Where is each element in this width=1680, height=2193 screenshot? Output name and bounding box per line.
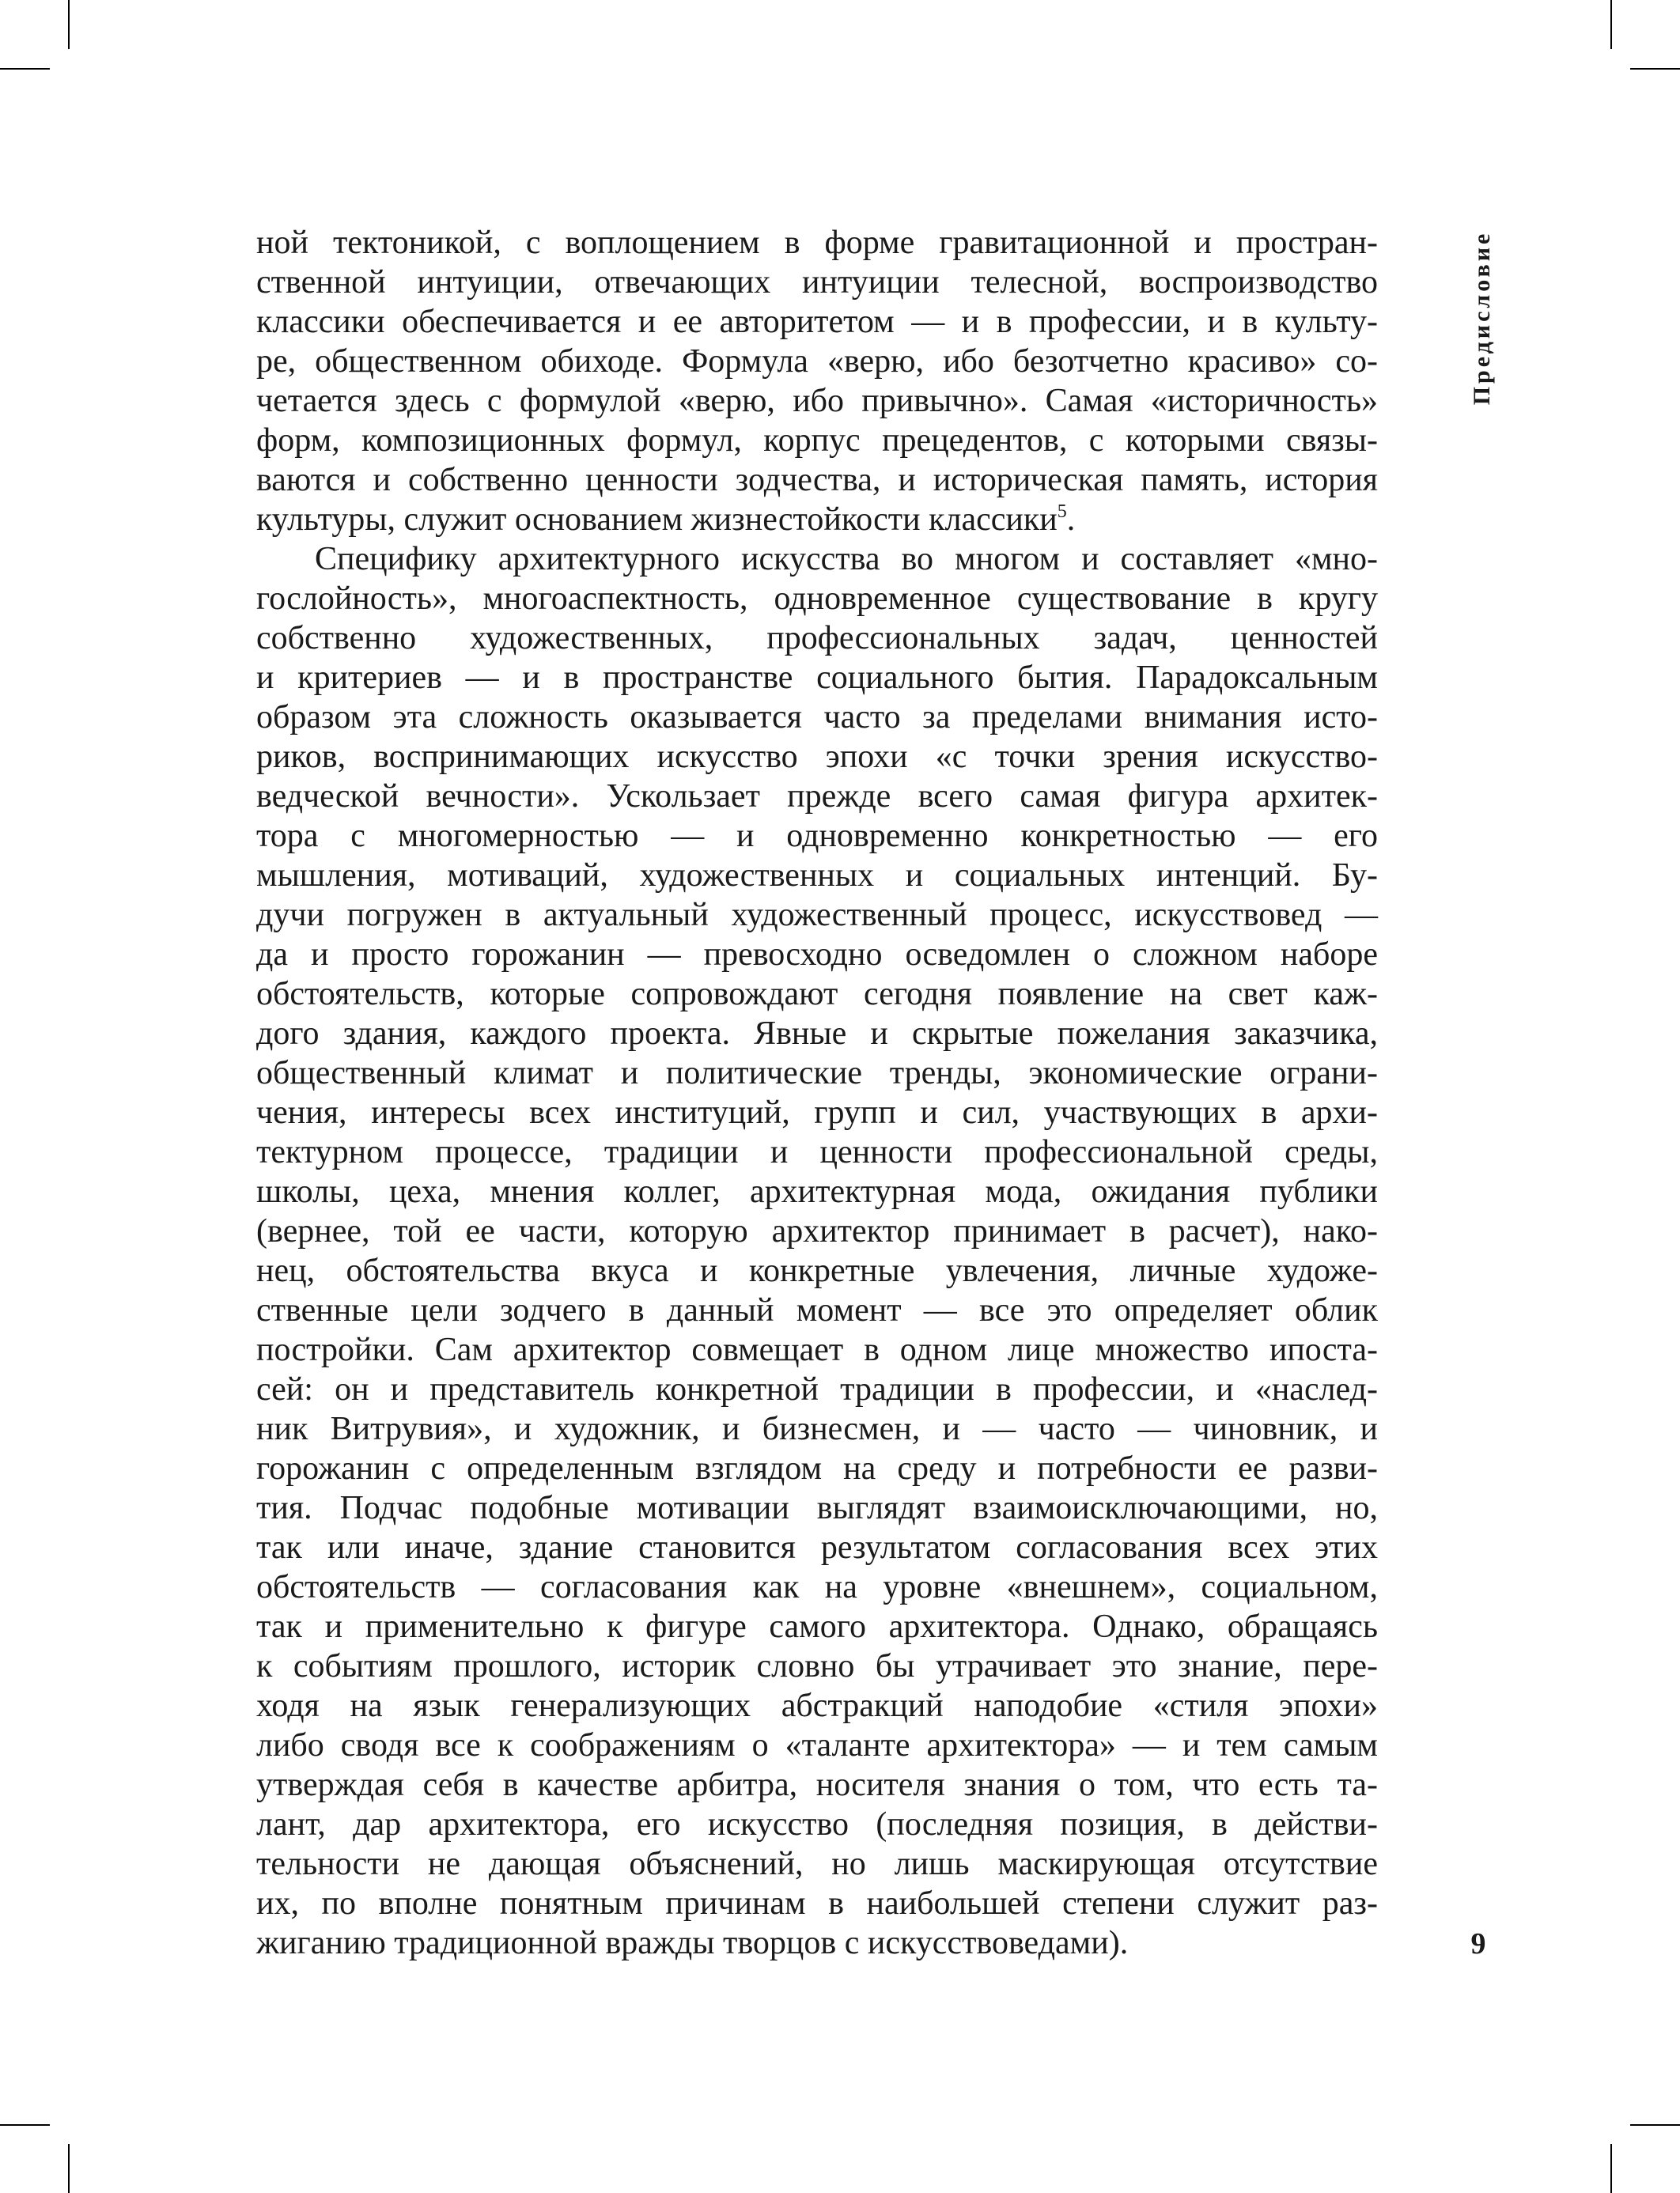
text-line-content: ной тектоникой, с воплощением в форме гравитационной и простран-: [256, 225, 1378, 261]
text-line: [256, 1409, 1378, 1449]
text-line-content: ведческой вечности». Ускользает прежде всего самая фигура архитек-: [256, 778, 1378, 815]
text-line: [256, 974, 1378, 1014]
text-line: [256, 1923, 1378, 1963]
text-line-content: риков, воспринимающих искусство эпохи «с точки зрения искусство-: [256, 739, 1378, 775]
text-line-content: ре, общественном обиходе. Формула «верю, ибо безотчетно красиво» со-: [256, 343, 1378, 380]
text-line: [256, 658, 1378, 698]
text-line: [256, 342, 1378, 381]
paragraph: [256, 223, 1378, 539]
text-line-content: классики обеспечивается и ее авторитетом — и в профессии, и в культу-: [256, 304, 1378, 340]
text-line: [256, 381, 1378, 421]
text-line-content: обстоятельств, которые сопровождают сегодня появление на свет каж-: [256, 976, 1378, 1012]
text-line: [256, 1449, 1378, 1488]
text-line-content: ваются и собственно ценности зодчества, и историческая память, история: [256, 462, 1378, 498]
text-line: [256, 460, 1378, 500]
text-line-content: да и просто горожанин — превосходно осведомлен о сложном наборе: [256, 936, 1378, 973]
text-line: [256, 539, 1378, 579]
text-line-content: ственной интуиции, отвечающих интуиции телесной, воспроизводство: [256, 264, 1378, 301]
text-line-content: четается здесь с формулой «верю, ибо привычно». Самая «историчность»: [256, 383, 1378, 419]
text-line-content: культуры, служит основанием жизнестойкости классики: [256, 501, 1058, 538]
text-line-content: горожанин с определенным взглядом на среду и потребности ее разви-: [256, 1450, 1378, 1487]
crop-mark-bottom-right-vertical: [1610, 2144, 1612, 2193]
text-line: [256, 737, 1378, 777]
text-line-content: гослойность», многоаспектность, одновременное существование в кругу: [256, 580, 1378, 617]
text-line: [256, 816, 1378, 856]
text-line-content: обстоятельств — согласования как на уровне «внешнем», социальном,: [256, 1569, 1378, 1605]
text-line: [256, 1686, 1378, 1726]
page-number: 9: [1470, 1927, 1486, 1960]
footnote-reference[interactable]: 5: [1057, 501, 1067, 522]
text-line-content: общественный климат и политические тренды, экономические ограни-: [256, 1055, 1378, 1091]
text-line-content: тия. Подчас подобные мотивации выглядят взаимоисключающими, но,: [256, 1490, 1378, 1526]
crop-mark-bottom-right-horizontal: [1630, 2124, 1680, 2126]
text-line: [256, 579, 1378, 618]
text-line: [256, 1805, 1378, 1844]
crop-mark-bottom-left-horizontal: [0, 2124, 50, 2126]
text-line: [256, 1884, 1378, 1923]
text-line: [256, 1251, 1378, 1291]
text-line-content: чения, интересы всех институций, групп и сил, участвующих в архи-: [256, 1095, 1378, 1131]
text-line: [256, 1528, 1378, 1567]
text-line-content: школы, цеха, мнения коллег, архитектурная мода, ожидания публики: [256, 1174, 1378, 1210]
text-line: [256, 1726, 1378, 1765]
text-line-content: тора с многомерностью — и одновременно конкретностью — его: [256, 818, 1378, 854]
text-line: [256, 1765, 1378, 1805]
text-line: [256, 302, 1378, 342]
text-line: [256, 1291, 1378, 1330]
text-line: [256, 1093, 1378, 1132]
text-line: [256, 1647, 1378, 1686]
text-line-content: форм, композиционных формул, корпус прецедентов, с которыми связы-: [256, 422, 1378, 459]
text-line: [256, 856, 1378, 895]
text-line-content: Специфику архитектурного искусства во многом и составляет «мно-: [315, 541, 1378, 577]
punctuation: .: [1066, 501, 1076, 538]
text-line-content: ственные цели зодчего в данный момент — все это определяет облик: [256, 1292, 1378, 1329]
text-line: [256, 1053, 1378, 1093]
text-line: [256, 1172, 1378, 1212]
text-line: [256, 1567, 1378, 1607]
text-line-content: мышления, мотиваций, художественных и социальных интенций. Бу-: [256, 857, 1378, 894]
text-line-content: жиганию традиционной вражды творцов с искусствоведами).: [256, 1925, 1129, 1961]
text-line-content: дучи погружен в актуальный художественный процесс, искусствовед —: [256, 897, 1378, 933]
text-line: [256, 1014, 1378, 1053]
text-line: [256, 500, 1378, 539]
text-line-content: утверждая себя в качестве арбитра, носителя знания о том, что есть та-: [256, 1767, 1378, 1803]
text-line: [256, 1844, 1378, 1884]
text-line-content: тельности не дающая объяснений, но лишь маскирующая отсутствие: [256, 1846, 1378, 1882]
text-line-content: собственно художественных, профессиональных задач, ценностей: [256, 620, 1378, 656]
text-line-content: так или иначе, здание становится результатом согласования всех этих: [256, 1529, 1378, 1566]
text-line-content: нец, обстоятельства вкуса и конкретные увлечения, личные художе-: [256, 1253, 1378, 1289]
crop-mark-top-left-horizontal: [0, 68, 50, 70]
text-line: [256, 935, 1378, 974]
text-line: [256, 1607, 1378, 1647]
text-line-content: ходя на язык генерализующих абстракций наподобие «стиля эпохи»: [256, 1688, 1378, 1724]
text-line-content: дого здания, каждого проекта. Явные и скрытые пожелания заказчика,: [256, 1015, 1378, 1052]
text-line: [256, 223, 1378, 263]
text-line: [256, 618, 1378, 658]
text-line-content: (вернее, той ее части, которую архитектор принимает в расчет), нако-: [256, 1213, 1378, 1250]
text-line: [256, 421, 1378, 460]
crop-mark-top-right-vertical: [1610, 0, 1612, 49]
text-line: [256, 1370, 1378, 1409]
crop-mark-bottom-left-vertical: [68, 2144, 70, 2193]
paragraph: [256, 539, 1378, 1963]
running-head: Предисловие: [1469, 230, 1495, 406]
text-line-content: ник Витрувия», и художник, и бизнесмен, и — часто — чиновник, и: [256, 1411, 1378, 1447]
text-line-content: так и применительно к фигуре самого архитектора. Однако, обращаясь: [256, 1609, 1378, 1645]
text-line: [256, 777, 1378, 816]
text-line-content: и критериев — и в пространстве социального бытия. Парадоксальным: [256, 660, 1378, 696]
text-line: [256, 263, 1378, 302]
body-text: [256, 223, 1378, 1963]
text-line: [256, 895, 1378, 935]
text-line-content: их, по вполне понятным причинам в наибольшей степени служит раз-: [256, 1885, 1378, 1922]
text-line-content: либо сводя все к соображениям о «таланте архитектора» — и тем самым: [256, 1727, 1378, 1764]
text-line-content: тектурном процессе, традиции и ценности профессиональной среды,: [256, 1134, 1378, 1170]
text-line-content: постройки. Сам архитектор совмещает в одном лице множество ипоста-: [256, 1332, 1378, 1368]
text-line-content: к событиям прошлого, историк словно бы утрачивает это знание, пере-: [256, 1648, 1378, 1684]
text-line-content: сей: он и представитель конкретной традиции в профессии, и «наслед-: [256, 1371, 1378, 1408]
crop-mark-top-left-vertical: [68, 0, 70, 49]
text-line: [256, 1488, 1378, 1528]
text-line: [256, 1330, 1378, 1370]
text-line-content: образом эта сложность оказывается часто за пределами внимания исто-: [256, 699, 1378, 735]
text-line-content: лант, дар архитектора, его искусство (последняя позиция, в действи-: [256, 1806, 1378, 1843]
text-line: [256, 698, 1378, 737]
text-line: [256, 1212, 1378, 1251]
text-line: [256, 1132, 1378, 1172]
crop-mark-top-right-horizontal: [1630, 68, 1680, 70]
